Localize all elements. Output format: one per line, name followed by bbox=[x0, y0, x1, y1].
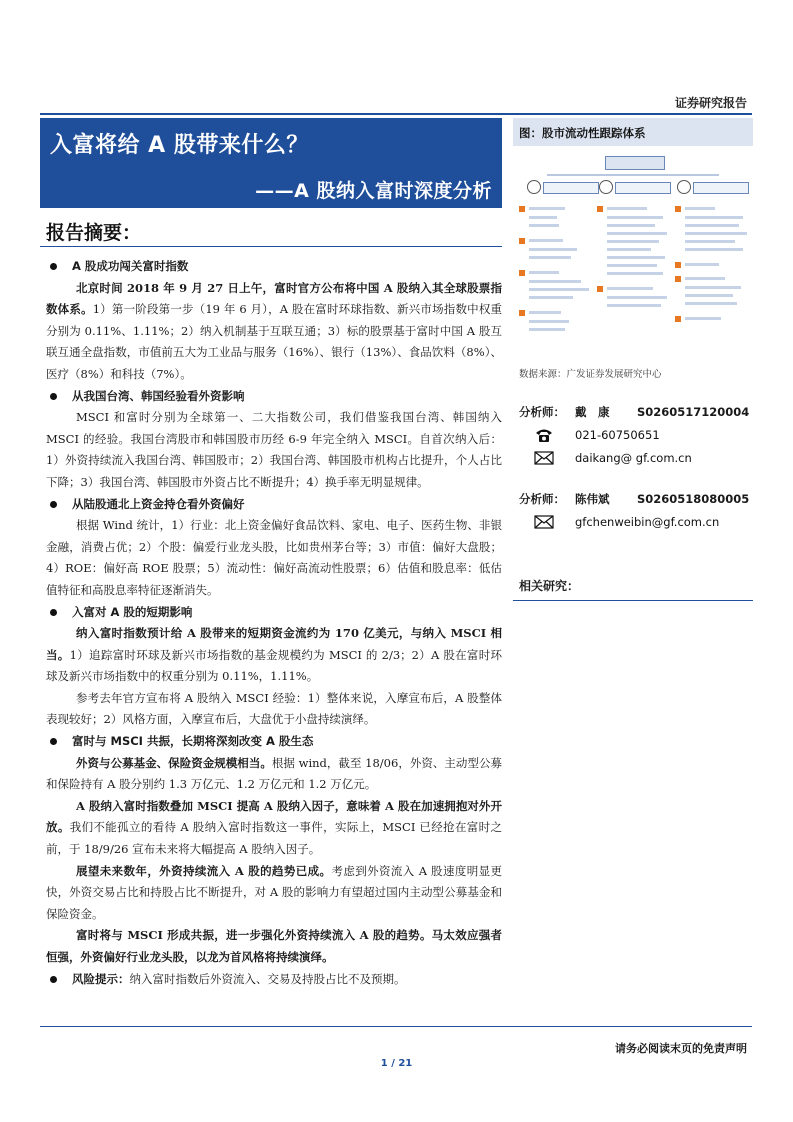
diagram-line bbox=[607, 256, 665, 259]
email-icon bbox=[513, 515, 575, 529]
diagram-line bbox=[685, 232, 747, 235]
footer-rule bbox=[40, 1026, 752, 1027]
diagram-line bbox=[607, 224, 655, 227]
diagram-marker bbox=[519, 270, 525, 276]
analyst-cert: S0260517120004 bbox=[637, 404, 750, 419]
diagram-marker bbox=[519, 238, 525, 244]
diagram-line bbox=[685, 302, 737, 305]
diagram-line bbox=[529, 288, 589, 291]
diagram-branch-node bbox=[615, 182, 671, 194]
section-heading: 从陆股通北上资金持仓看外资偏好 bbox=[46, 494, 502, 516]
liquidity-diagram bbox=[513, 154, 753, 354]
diagram-marker bbox=[597, 286, 603, 292]
sidebar bbox=[513, 118, 753, 601]
diagram-line bbox=[607, 207, 647, 210]
diagram-node-icon bbox=[599, 180, 613, 194]
paragraph: 纳入富时指数预计给 A 股带来的短期资金流约为 170 亿美元，与纳入 MSCI 相当。1）追踪富时环球及新兴市场指数的基金规模约为 MSCI 的 2/3；2）A 股在富时环球及新兴市场指数中的权重分别为 0.11%，1.11%。 bbox=[46, 626, 503, 684]
analyst-row bbox=[513, 400, 753, 423]
page-number: 1 / 21 bbox=[380, 1058, 413, 1069]
analyst-email-row bbox=[513, 446, 753, 469]
diagram-marker bbox=[675, 262, 681, 268]
diagram-line bbox=[529, 280, 581, 283]
analyst-email-row bbox=[513, 510, 753, 533]
diagram-line bbox=[685, 207, 715, 210]
diagram-column-left bbox=[519, 204, 591, 352]
diagram-line bbox=[529, 224, 559, 227]
paragraph: A 股纳入富时指数叠加 MSCI 提高 A 股纳入因子，意味着 A 股在加速拥抱对外开放。我们不能孤立的看待 A 股纳入富时指数这一事件，实际上，MSCI 已经抢在富时之前，于 18/9/26 宣布未来将大幅提高 A 股纳入因子。 bbox=[46, 798, 503, 857]
figure-title: 图：股市流动性跟踪体系 bbox=[513, 118, 753, 146]
analyst-block bbox=[513, 400, 753, 533]
email-icon bbox=[513, 451, 575, 465]
diagram-line bbox=[607, 304, 661, 307]
analyst-name: 戴 康 bbox=[575, 404, 610, 419]
paragraph: 根据 Wind 统计，1）行业：北上资金偏好食品饮料、家电、电子、医药生物、非银金融，消费占优；2）个股：偏爱行业龙头股，比如贵州茅台等；3）市值：偏好大盘股；4）ROE：偏好高 ROE 股票；5）流动性：偏好高流动性股票；6）估值和股息率：低估值特征和高股息率特征逐渐消失。 bbox=[46, 518, 502, 597]
paragraph: 参考去年官方宣布将 A 股纳入 MSCI 经验：1）整体来说，入摩宣布后，A 股整体表现较好；2）风格方面，入摩宣布后，大盘优于小盘持续演绎。 bbox=[46, 690, 502, 727]
diagram-line bbox=[607, 216, 663, 219]
disclaimer-note: 请务必阅读末页的免责声明 bbox=[615, 1042, 747, 1055]
paragraph: MSCI 和富时分别为全球第一、二大指数公司，我们借鉴我国台湾、韩国纳入 MSCI 的经验。我国台湾股市和韩国股市历经 6-9 年完全纳入 MSCI。自首次纳入后：1）外资持续流入我国台湾、韩国股市；2）我国台湾、韩国股市机构占比提升，个人占比下降；3）我国台湾、韩国股市外资占比不断提升；4）换手率无明显规律。 bbox=[46, 410, 502, 489]
related-rule bbox=[513, 600, 753, 601]
diagram-line bbox=[607, 264, 657, 267]
title-banner bbox=[40, 118, 502, 208]
summary-body bbox=[46, 256, 502, 990]
summary-rule bbox=[40, 246, 502, 247]
summary-heading: 报告摘要： bbox=[46, 222, 142, 244]
diagram-line bbox=[685, 277, 725, 280]
diagram-root-node bbox=[605, 156, 665, 170]
diagram-line bbox=[685, 248, 743, 251]
diagram-line bbox=[685, 240, 735, 243]
diagram-line bbox=[529, 328, 565, 331]
diagram-line bbox=[607, 296, 667, 299]
diagram-node-icon bbox=[677, 180, 691, 194]
diagram-line bbox=[607, 248, 651, 251]
diagram-line bbox=[529, 256, 571, 259]
diagram-line bbox=[607, 287, 653, 290]
analyst-label: 分析师： bbox=[519, 491, 565, 506]
diagram-line bbox=[529, 320, 569, 323]
header-rule bbox=[40, 113, 752, 115]
diagram-marker bbox=[675, 316, 681, 322]
figure-source: 数据来源：广发证券发展研究中心 bbox=[519, 369, 662, 380]
diagram-node-icon bbox=[527, 180, 541, 194]
diagram-column-middle bbox=[597, 204, 669, 352]
diagram-line bbox=[607, 240, 659, 243]
analyst-email[interactable]: gfchenweibin@gf.com.cn bbox=[575, 514, 720, 529]
analyst-phone-row bbox=[513, 423, 753, 446]
diagram-line bbox=[685, 224, 739, 227]
diagram-line bbox=[529, 271, 559, 274]
diagram-line bbox=[685, 317, 721, 320]
diagram-line bbox=[685, 216, 743, 219]
section-heading: A 股成功闯关富时指数 bbox=[46, 256, 502, 278]
diagram-line bbox=[529, 311, 561, 314]
paragraph: 展望未来数年，外资持续流入 A 股的趋势已成。考虑到外资流入 A 股速度明显更快，外资交易占比和持股占比不断提升，对 A 股的影响力有望超过国内主动型公募基金和保险资金。 bbox=[46, 863, 502, 921]
analyst-row bbox=[513, 487, 753, 510]
analyst-label: 分析师： bbox=[519, 404, 565, 419]
diagram-marker bbox=[519, 310, 525, 316]
diagram-connector bbox=[547, 174, 719, 176]
diagram-line bbox=[685, 286, 741, 289]
diagram-line bbox=[529, 216, 557, 219]
related-research-heading: 相关研究： bbox=[519, 579, 580, 593]
analyst-cert: S0260518080005 bbox=[637, 491, 750, 506]
diagram-line bbox=[685, 263, 719, 266]
risk-warning: 风险提示：纳入富时指数后外资流入、交易及持股占比不及预期。 bbox=[46, 969, 502, 991]
diagram-line bbox=[529, 207, 565, 210]
analyst-phone: 021-60750651 bbox=[575, 427, 660, 442]
diagram-marker bbox=[597, 206, 603, 212]
phone-icon bbox=[513, 427, 575, 443]
analyst-email[interactable]: daikang@ gf.com.cn bbox=[575, 450, 692, 465]
paragraph: 北京时间 2018 年 9 月 27 日上午，富时官方公布将中国 A 股纳入其全球股票指数体系。1）第一阶段第一步（19 年 6 月），A 股在富时环球指数、新兴市场指数中权重分别为 0.11%、1.11%；2）纳入机制基于互联互通；3）标的股票基于富时中国 A 股互联互通全盘指数，市值前五大为工业品与服务（16%）、银行（13%）、食品饮料（8%）、医疗（8%）和科技（7%）。 bbox=[46, 280, 502, 381]
paragraph: 富时将与 MSCI 形成共振，进一步强化外资持续流入 A 股的趋势。马太效应强者恒强，外资偏好行业龙头股，以龙为首风格将持续演绎。 bbox=[46, 928, 502, 964]
section-heading: 从我国台湾、韩国经验看外资影响 bbox=[46, 386, 502, 408]
diagram-marker bbox=[675, 276, 681, 282]
paragraph: 外资与公募基金、保险资金规模相当。根据 wind，截至 18/06，外资、主动型公募和保险持有 A 股分别约 1.3 万亿元、1.2 万亿元和 1.2 万亿元。 bbox=[46, 755, 502, 792]
diagram-line bbox=[529, 248, 577, 251]
diagram-line bbox=[685, 294, 733, 297]
section-heading: 富时与 MSCI 共振，长期将深刻改变 A 股生态 bbox=[46, 731, 502, 753]
report-subtitle: ——A 股纳入富时深度分析 bbox=[255, 180, 492, 202]
diagram-marker bbox=[519, 206, 525, 212]
diagram-marker bbox=[675, 206, 681, 212]
analyst-name: 陈伟斌 bbox=[575, 491, 610, 506]
diagram-line bbox=[529, 239, 563, 242]
diagram-column-right bbox=[675, 204, 747, 352]
diagram-line bbox=[607, 272, 663, 275]
report-title: 入富将给 A 股带来什么？ bbox=[50, 133, 309, 158]
diagram-branch-node bbox=[543, 182, 599, 194]
diagram-branch-node bbox=[693, 182, 749, 194]
diagram-line bbox=[529, 296, 573, 299]
report-type: 证券研究报告 bbox=[674, 96, 747, 110]
diagram-line bbox=[607, 232, 667, 235]
section-heading: 入富对 A 股的短期影响 bbox=[46, 602, 502, 624]
